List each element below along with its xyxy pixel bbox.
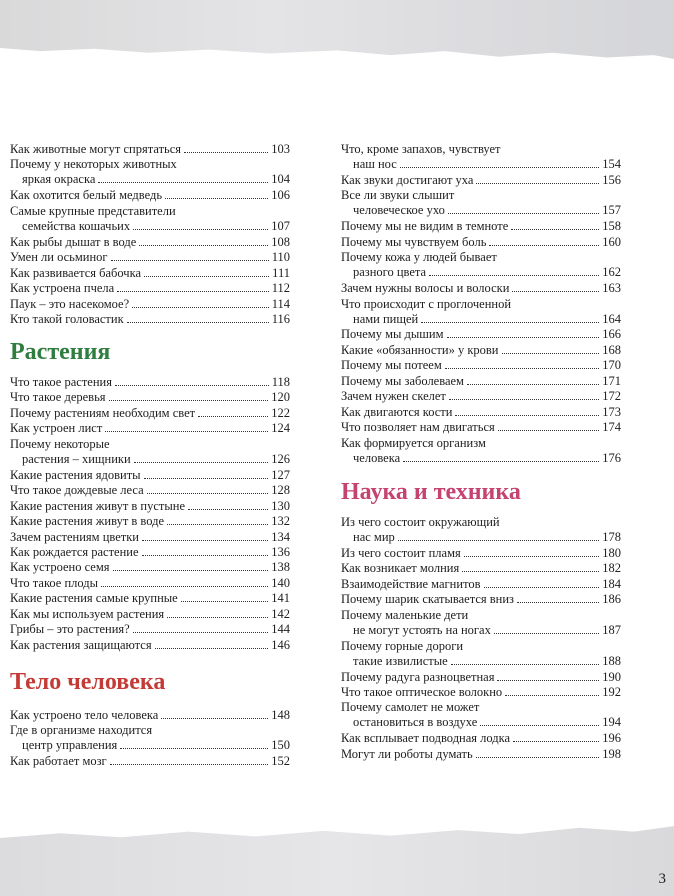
dot-leader [476, 182, 599, 184]
dot-leader [445, 367, 599, 369]
toc-entry-title: Из чего состоит окружающий [341, 515, 500, 529]
toc-page-number: 196 [602, 731, 621, 746]
toc-entry-title: Как возникает молния [341, 561, 460, 576]
toc-page-number: 158 [602, 219, 621, 234]
toc-page-number: 156 [602, 172, 621, 187]
toc-entry[interactable] [341, 561, 621, 576]
toc-page-number: 146 [271, 637, 290, 652]
toc-entry[interactable] [10, 591, 290, 606]
toc-entry-title: Как звуки достигают уха [341, 172, 474, 187]
dot-leader [115, 384, 269, 386]
toc-page-number: 140 [271, 575, 290, 590]
dot-leader [464, 555, 600, 557]
toc-entry-title: Почему радуга разноцветная [341, 669, 495, 684]
toc-page-number: 186 [602, 592, 621, 607]
dot-leader [120, 747, 268, 749]
toc-page-number: 126 [271, 451, 290, 466]
dot-leader [133, 228, 268, 230]
toc-entry[interactable] [341, 358, 621, 373]
toc-entry[interactable] [10, 297, 290, 312]
toc-entry-title: Почему мы заболеваем [341, 373, 464, 388]
toc-page-number: 164 [602, 311, 621, 326]
toc-entry[interactable] [341, 389, 621, 404]
toc-page-number: 178 [602, 530, 621, 544]
dot-leader [184, 151, 268, 153]
toc-page-number: 124 [271, 421, 290, 436]
toc-page-number: 180 [602, 545, 621, 560]
toc-entry[interactable] [341, 420, 621, 435]
toc-page-number: 174 [602, 420, 621, 435]
toc-entry[interactable] [10, 545, 290, 560]
toc-page-number: 163 [602, 281, 621, 296]
toc-entry[interactable] [10, 530, 290, 545]
toc-page-number: 171 [602, 373, 621, 388]
toc-page-number: 122 [271, 405, 290, 420]
toc-page-number: 116 [271, 311, 290, 326]
toc-entry[interactable] [341, 343, 621, 358]
toc-entry[interactable] [10, 499, 290, 514]
toc-page-number: 160 [602, 234, 621, 249]
toc-page-number: 107 [271, 218, 290, 233]
dot-leader [188, 508, 268, 510]
toc-entry[interactable] [341, 577, 621, 592]
toc-entry-title: Почему мы потеем [341, 358, 442, 373]
toc-entry[interactable] [10, 708, 290, 723]
toc-entry[interactable] [10, 204, 290, 234]
toc-entry[interactable] [341, 747, 621, 762]
toc-entry-title: наш нос [353, 157, 397, 171]
dot-leader [144, 275, 269, 277]
toc-entry-title: Почему маленькие дети [341, 607, 469, 622]
dot-leader [142, 554, 269, 556]
toc-entry[interactable] [341, 173, 621, 188]
toc-entry[interactable] [341, 250, 621, 280]
toc-page-number: 103 [271, 142, 290, 156]
toc-entry[interactable] [10, 281, 290, 296]
toc-entry-title: Как развивается бабочка [10, 265, 142, 280]
toc-entry[interactable] [10, 754, 290, 769]
toc-entry[interactable] [10, 390, 290, 405]
dot-leader [403, 460, 599, 462]
toc-entry-title: не могут устоять на ногах [353, 622, 491, 637]
toc-entry[interactable] [10, 723, 290, 753]
toc-entry[interactable] [341, 374, 621, 389]
toc-entry-title: Как устроена пчела [10, 281, 115, 296]
toc-entry-title: Как всплывает подводная лодка [341, 731, 511, 746]
toc-entry-title: Умен ли осьминог [10, 250, 108, 265]
toc-entry[interactable] [341, 700, 621, 730]
toc-entry-title: Как рождается растение [10, 544, 139, 559]
toc-entry-title: Где в организме находится [10, 723, 153, 738]
toc-entry[interactable] [10, 560, 290, 575]
toc-entry[interactable] [10, 483, 290, 498]
dot-leader [105, 430, 268, 432]
toc-page-number: 172 [602, 389, 621, 404]
toc-entry-title: Что такое деревья [10, 390, 106, 405]
toc-entry-title: Что такое оптическое волокно [341, 684, 503, 699]
toc-entry[interactable] [10, 468, 290, 483]
section-heading-science: Наука и техника [341, 479, 521, 505]
dot-leader [127, 321, 269, 323]
toc-page-number: 166 [602, 327, 621, 342]
toc-entry[interactable] [10, 406, 290, 421]
dot-leader [117, 290, 268, 292]
dot-leader [489, 244, 599, 246]
dot-leader [144, 477, 269, 479]
toc-entry-title: Как растения защищаются [10, 637, 152, 652]
dot-leader [161, 717, 268, 719]
toc-entry-title: Как устроен лист [10, 421, 103, 436]
toc-entry[interactable] [341, 327, 621, 342]
toc-entry-title: нами пищей [353, 311, 419, 326]
dot-leader [497, 679, 599, 681]
toc-page-number: 118 [271, 375, 290, 389]
toc-page-number: 127 [271, 467, 290, 482]
toc-entry[interactable] [341, 608, 621, 638]
toc-entry-title: Почему у некоторых животных [10, 157, 177, 172]
toc-entry-title: Что происходит с проглоченной [341, 296, 512, 311]
dot-leader [451, 663, 600, 665]
toc-page-number: 111 [272, 265, 290, 280]
toc-page-number: 192 [602, 684, 621, 699]
toc-page-number: 170 [602, 358, 621, 373]
dot-leader [429, 274, 599, 276]
toc-page-number: 144 [271, 622, 290, 637]
dot-leader [98, 181, 268, 183]
toc-entry-title: Из чего состоит пламя [341, 545, 461, 560]
toc-page-number: 194 [602, 715, 621, 730]
toc-entry-title: Как формируется организм [341, 435, 486, 450]
toc-entry-title: остановиться в воздухе [353, 715, 478, 730]
toc-page-number: 141 [271, 591, 290, 606]
dot-leader [134, 461, 269, 463]
toc-page-number: 106 [271, 188, 290, 203]
toc-entry-title: Почему растениям необходим свет [10, 405, 196, 420]
toc-page-number: 104 [271, 172, 290, 187]
dot-leader [505, 694, 599, 696]
toc-entry-title: Зачем растениям цветки [10, 529, 139, 544]
toc-entry[interactable] [10, 421, 290, 436]
toc-entry[interactable] [10, 576, 290, 591]
toc-entry[interactable] [10, 514, 290, 529]
toc-page-number: 138 [271, 560, 290, 575]
dot-leader [476, 756, 600, 758]
dot-leader [155, 647, 269, 649]
toc-entry-title: Самые крупные представители [10, 203, 176, 218]
toc-entry-title: Почему шарик скатывается вниз [341, 592, 514, 607]
toc-page-number: 154 [602, 157, 621, 171]
toc-entry[interactable] [341, 405, 621, 420]
toc-entry[interactable] [341, 515, 621, 545]
toc-entry[interactable] [10, 437, 290, 467]
toc-page-number: 187 [602, 622, 621, 637]
toc-entry[interactable] [10, 638, 290, 653]
toc-page-number: 142 [271, 606, 290, 621]
toc-entry[interactable] [10, 188, 290, 203]
toc-entry-title: Зачем нужен скелет [341, 389, 446, 404]
toc-entry[interactable] [10, 607, 290, 622]
toc-page-number: 168 [602, 342, 621, 357]
dot-leader [398, 539, 599, 541]
toc-page-number: 152 [271, 754, 290, 769]
toc-entry-title: Почему мы чувствуем боль [341, 234, 487, 249]
toc-entry[interactable] [341, 592, 621, 607]
toc-entry-title: Какие растения самые крупные [10, 591, 178, 606]
toc-entry-title: Что такое растения [10, 375, 112, 389]
toc-page-number: 112 [271, 281, 290, 296]
toc-entry-title: Какие растения живут в воде [10, 514, 165, 529]
toc-page-number: 198 [602, 746, 621, 761]
dot-leader [502, 352, 600, 354]
toc-entry-title: Как мы используем растения [10, 606, 165, 621]
dot-leader [165, 197, 268, 199]
toc-entry[interactable] [10, 312, 290, 327]
toc-entry[interactable] [10, 375, 290, 390]
section-heading-body: Тело человека [10, 669, 166, 695]
toc-entry-title: Как устроено семя [10, 560, 110, 575]
toc-entry-title: Как работает мозг [10, 754, 107, 769]
toc-entry[interactable] [341, 639, 621, 669]
toc-entry-title: Какие растения живут в пустыне [10, 498, 186, 513]
dot-leader [517, 601, 599, 603]
toc-entry[interactable] [10, 266, 290, 281]
toc-entry-title: Все ли звуки слышит [341, 188, 455, 203]
toc-entry-title: такие извилистые [353, 653, 448, 668]
dot-leader [198, 415, 268, 417]
toc-page-number: 184 [602, 576, 621, 591]
dot-leader [111, 259, 269, 261]
toc-entry-title: разного цвета [353, 265, 427, 280]
toc-page-number: 173 [602, 404, 621, 419]
dot-leader [132, 306, 269, 308]
toc-entry-title: Как животные могут спрятаться [10, 142, 182, 156]
toc-page-number: 110 [271, 250, 290, 265]
toc-entry[interactable] [10, 235, 290, 250]
toc-entry-title: Почему мы дышим [341, 327, 444, 342]
toc-page-number: 188 [602, 653, 621, 668]
dot-leader [109, 399, 269, 401]
toc-page-number: 148 [271, 708, 290, 722]
toc-entry[interactable] [341, 436, 621, 466]
toc-entry-title: растения – хищники [22, 451, 131, 466]
toc-page-number: 190 [602, 669, 621, 684]
toc-entry-title: Как устроено тело человека [10, 708, 159, 722]
dot-leader [462, 570, 599, 572]
dot-leader [480, 724, 599, 726]
toc-page-number: 150 [271, 738, 290, 753]
toc-entry[interactable] [341, 219, 621, 234]
toc-entry-title: Что, кроме запахов, чувствует [341, 142, 501, 156]
toc-page-number: 128 [271, 483, 290, 498]
toc-entry-title: центр управления [22, 738, 118, 753]
toc-entry-title: Как охотится белый медведь [10, 188, 163, 203]
dot-leader [511, 228, 599, 230]
toc-entry[interactable] [341, 685, 621, 700]
toc-entry[interactable] [341, 731, 621, 746]
toc-entry-title: человека [353, 450, 401, 465]
toc-page-number: 132 [271, 514, 290, 529]
toc-entry-title: Почему кожа у людей бывает [341, 250, 497, 265]
toc-entry-title: семейства кошачьих [22, 218, 131, 233]
dot-leader [110, 763, 269, 765]
toc-entry-title: Почему горные дороги [341, 638, 464, 653]
toc-entry-title: Почему некоторые [10, 436, 110, 451]
toc-page-number: 120 [271, 390, 290, 405]
toc-page-number: 162 [602, 265, 621, 280]
dot-leader [484, 586, 600, 588]
dot-leader [181, 600, 269, 602]
toc-entry-title: Какие растения ядовиты [10, 467, 141, 482]
toc-page-number: 130 [271, 498, 290, 513]
toc-page-number: 114 [271, 296, 290, 311]
toc-entry-title: нас мир [353, 530, 395, 544]
toc-page-number: 157 [602, 203, 621, 218]
toc-entry-title: Грибы – это растения? [10, 622, 130, 637]
toc-entry-title: Почему мы не видим в темноте [341, 219, 509, 234]
dot-leader [400, 166, 599, 168]
toc-entry[interactable] [10, 250, 290, 265]
toc-entry-title: Зачем нужны волосы и волоски [341, 281, 510, 296]
toc-page-number: 136 [271, 544, 290, 559]
toc-entry[interactable] [341, 188, 621, 218]
toc-entry-title: Какие «обязанности» у крови [341, 342, 499, 357]
toc-entry[interactable] [341, 235, 621, 250]
section-heading-plants: Растения [10, 339, 111, 365]
dot-leader [421, 321, 599, 323]
toc-entry-title: Могут ли роботы думать [341, 746, 473, 761]
toc-entry[interactable] [341, 670, 621, 685]
dot-leader [455, 414, 599, 416]
toc-entry-title: Почему самолет не может [341, 700, 480, 715]
toc-page-number: 182 [602, 561, 621, 576]
toc-entry-title: Кто такой головастик [10, 311, 124, 326]
toc-entry-title: Что такое дождевые леса [10, 483, 144, 498]
toc-entry[interactable] [10, 142, 290, 157]
dot-leader [513, 740, 599, 742]
toc-entry[interactable] [341, 281, 621, 296]
toc-entry[interactable] [10, 157, 290, 187]
dot-leader [498, 429, 600, 431]
toc-entry-title: Как рыбы дышат в воде [10, 234, 137, 249]
toc-entry-title: яркая окраска [22, 172, 96, 187]
dot-leader [101, 585, 268, 587]
toc-page-number: 134 [271, 529, 290, 544]
dot-leader [494, 632, 599, 634]
toc-entry[interactable] [341, 546, 621, 561]
dot-leader [147, 492, 269, 494]
toc-entry[interactable] [10, 622, 290, 637]
toc-page-number: 176 [602, 450, 621, 465]
dot-leader [113, 569, 269, 571]
page-number: 3 [658, 871, 666, 887]
dot-leader [449, 398, 599, 400]
dot-leader [447, 336, 600, 338]
dot-leader [133, 631, 269, 633]
toc-entry-title: Паук – это насекомое? [10, 296, 130, 311]
dot-leader [467, 383, 599, 385]
toc-entry-title: Как двигаются кости [341, 404, 453, 419]
dot-leader [167, 616, 268, 618]
dot-leader [142, 539, 268, 541]
dot-leader [139, 244, 268, 246]
toc-entry-title: Взаимодействие магнитов [341, 576, 481, 591]
toc-entry-title: человеческое ухо [353, 203, 445, 218]
dot-leader [512, 290, 599, 292]
toc-entry[interactable] [341, 142, 621, 172]
dot-leader [448, 212, 599, 214]
dot-leader [167, 523, 268, 525]
toc-entry-title: Что такое плоды [10, 575, 99, 590]
toc-entry[interactable] [341, 297, 621, 327]
toc-entry-title: Что позволяет нам двигаться [341, 420, 495, 435]
toc-page-number: 108 [271, 234, 290, 249]
